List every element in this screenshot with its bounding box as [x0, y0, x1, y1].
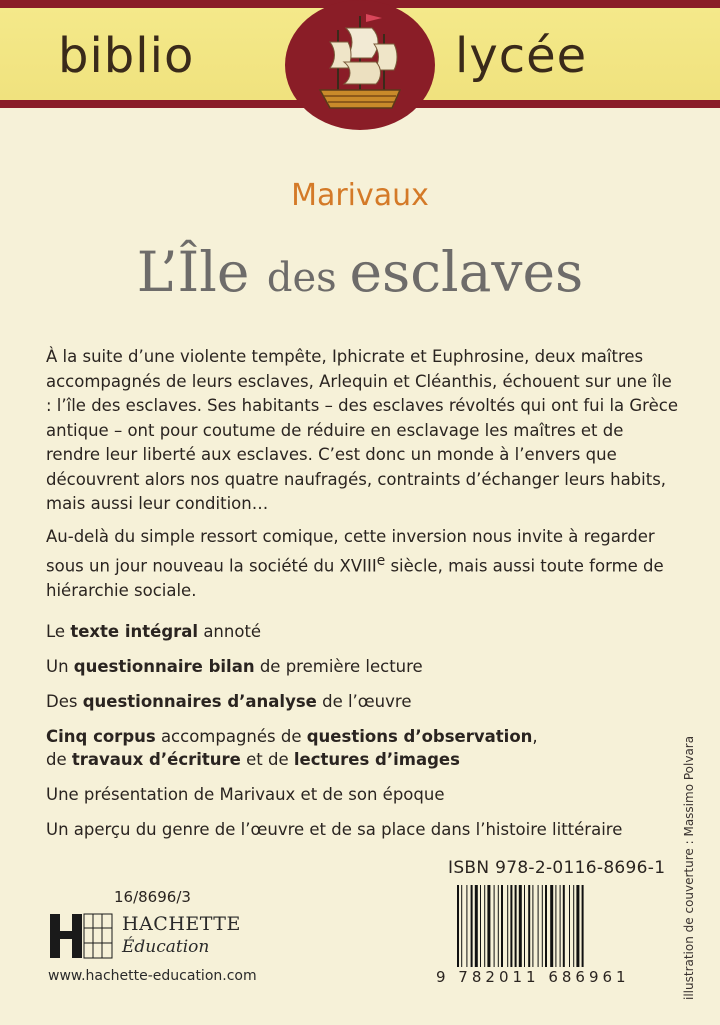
- brand-lycee: lycée: [455, 28, 588, 84]
- barcode-digits: 9 782011 686961: [436, 968, 630, 986]
- illustration-credit: illustration de couverture : Massimo Polvara: [682, 735, 696, 1000]
- title-part-1: L’Île: [136, 240, 267, 304]
- feature-item: [46, 620, 686, 643]
- feature-text: annoté: [198, 622, 262, 641]
- century-superscript: e: [376, 553, 386, 569]
- feature-highlight: Cinq corpus: [46, 727, 156, 746]
- feature-text: de première lecture: [254, 657, 423, 676]
- ship-icon: [310, 8, 410, 120]
- feature-text: Le: [46, 622, 71, 641]
- feature-text: de l’œuvre: [316, 692, 412, 711]
- summary-paragraph-2-text-b: siècle, mais aussi toute forme de hiérarchie sociale.: [46, 556, 664, 600]
- book-author: Marivaux: [291, 178, 429, 213]
- title-part-2: des: [266, 255, 350, 301]
- barcode: [455, 885, 643, 967]
- feature-highlight: questionnaire bilan: [73, 657, 255, 676]
- feature-highlight: lectures d’images: [293, 750, 460, 769]
- feature-item: [46, 655, 686, 678]
- product-code: 16/8696/3: [114, 888, 191, 906]
- summary-paragraph-2-text-a: Au-delà du simple ressort comique, cette inversion nous invite à regarder sous un jour nouveau la société du XVIII: [46, 526, 655, 576]
- feature-text: Des: [46, 692, 83, 711]
- book-title: [0, 240, 720, 304]
- publisher-name: HACHETTE: [122, 913, 241, 935]
- feature-highlight: questions d’observation: [306, 727, 533, 746]
- feature-item: [46, 725, 686, 771]
- feature-highlight: texte intégral: [70, 622, 199, 641]
- feature-highlight: questionnaires d’analyse: [82, 692, 317, 711]
- summary-paragraph-1: À la suite d’une violente tempête, Iphicrate et Euphrosine, deux maîtres accompagnés de leurs esclaves, Arlequin et Cléanthis, échouent sur une île : l’île des esclaves. Ses habitants – des esclaves révoltés qui ont fui la Grèce antique – ont pour coutume de réduire en esclavage les maîtres et de rendre leur liberté aux esclaves. C’est donc un monde à l’envers que découvrent alors nos quatre naufragés, contraints d’échanger leurs habits, mais aussi leur condition…: [46, 347, 678, 513]
- title-part-3: esclaves: [349, 240, 584, 304]
- publisher-website: www.hachette-education.com: [48, 968, 257, 984]
- feature-text: de: [46, 750, 72, 769]
- feature-text: Un: [46, 657, 74, 676]
- feature-item: [46, 690, 686, 713]
- isbn-label: ISBN 978-2-0116-8696-1: [448, 858, 666, 878]
- feature-item: Un aperçu du genre de l’œuvre et de sa place dans l’histoire littéraire: [46, 820, 623, 839]
- brand-biblio: biblio: [58, 28, 195, 84]
- feature-highlight: travaux d’écriture: [71, 750, 241, 769]
- feature-text: ,: [532, 727, 538, 746]
- hachette-logo-icon: [48, 910, 114, 962]
- feature-text: accompagnés de: [155, 727, 307, 746]
- book-summary: [46, 345, 681, 612]
- features-list: [46, 620, 686, 853]
- feature-item: Une présentation de Marivaux et de son époque: [46, 785, 445, 804]
- summary-paragraph-2: [46, 525, 681, 604]
- feature-text: et de: [240, 750, 294, 769]
- publisher-division: Éducation: [122, 937, 210, 957]
